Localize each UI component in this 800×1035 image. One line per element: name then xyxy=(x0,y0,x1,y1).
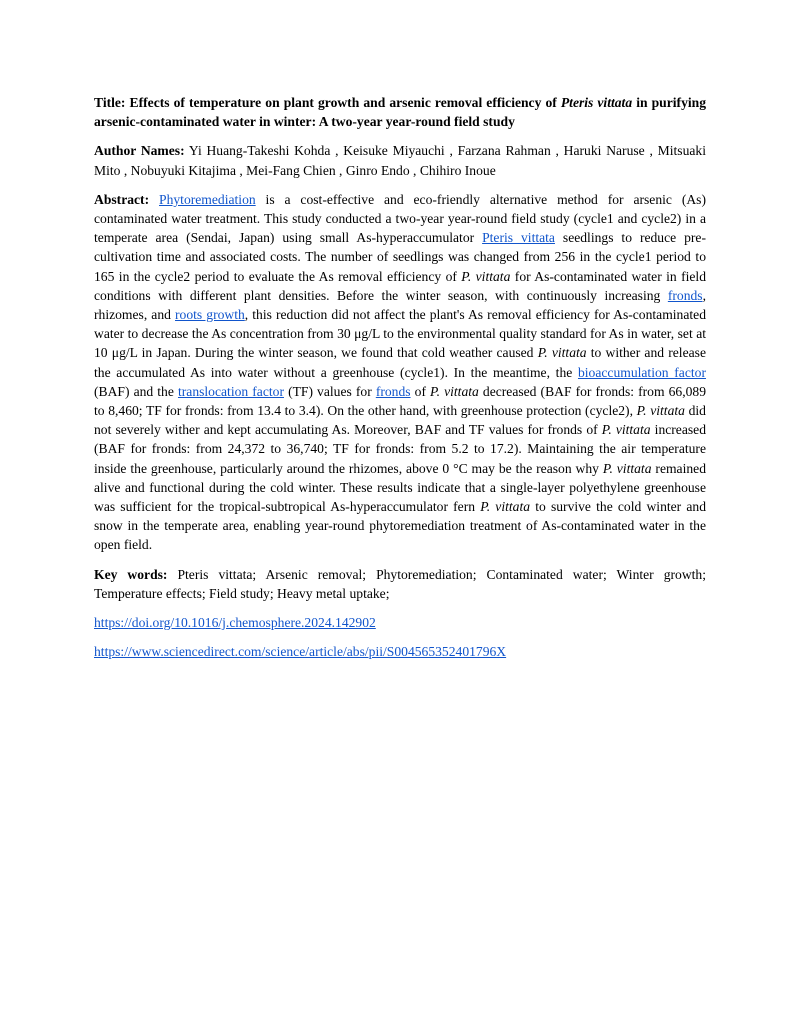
keywords-text: Pteris vittata; Arsenic removal; Phytoremediation; Contaminated water; Winter growth; Temperature effects; Field study; Heavy metal uptake; xyxy=(94,566,707,601)
abstract-text: decreased (BAF for fronds: from 66,089 to 8,460; TF for fronds: from 13.4 to 3.4). On the other hand, with greenhouse protection (cycle2), xyxy=(94,383,707,419)
sciencedirect-link[interactable]: https://www.sciencedirect.com/science/article/abs/pii/S004565352401796X xyxy=(94,644,507,660)
abstract-paragraph xyxy=(94,190,706,555)
keywords-paragraph xyxy=(94,565,706,603)
abstract-text: (TF) values for xyxy=(283,383,376,399)
species-italic: P. vittata xyxy=(461,268,511,284)
translocation-factor-link[interactable]: translocation factor xyxy=(177,383,284,399)
document-page xyxy=(94,93,706,671)
author-names: Yi Huang-Takeshi Kohda , Keisuke Miyauchi , Farzana Rahman , Haruki Naruse , Mitsuaki Mito , Nobuyuki Kitajima , Mei-Fang Chien , Ginro Endo , Chihiro Inoue xyxy=(94,143,706,178)
roots-growth-link[interactable]: roots growth xyxy=(175,307,245,323)
title-label: Title: xyxy=(94,95,126,110)
abstract-text: remained alive and functional during the cold winter. These results indicate that a single-layer polyethylene greenhouse was sufficient for the tropical-subtropical As-hyperaccumulator fern xyxy=(94,460,706,515)
title-text-start: Effects of temperature on plant growth and arsenic removal efficiency of xyxy=(125,95,561,110)
title-text-end: in purifying arsenic-contaminated water in winter: A two-year year-round field study xyxy=(94,95,706,130)
species-italic: P. vittata xyxy=(602,460,652,476)
abstract-text: increased (BAF for fronds: from 24,372 to 36,740; TF for fronds: from 5.2 to 17.2). Maintaining the air temperature inside the greenhouse, particularly around the rhizomes, above 0 °C may be the reason why xyxy=(94,422,706,476)
species-italic: P. vittata xyxy=(430,383,479,399)
title-paragraph xyxy=(94,93,706,131)
bioaccumulation-factor-link[interactable]: bioaccumulation factor xyxy=(577,364,706,380)
species-italic: P. vittata xyxy=(601,422,651,438)
abstract-label: Abstract: xyxy=(94,191,150,207)
abstract-text: seedlings to reduce pre-cultivation time and associated costs. The number of seedlings was changed from 256 in the cycle1 period to 165 in the cycle2 period to evaluate the As removal efficiency of xyxy=(94,230,706,284)
fronds-link[interactable]: fronds xyxy=(667,287,703,303)
abstract-text: for As-contaminated water in field conditions with different plant densities. Before the winter season, with continuously increasing xyxy=(94,268,707,303)
abstract-text: , this reduction did not affect the plant's As removal efficiency for As-contaminated water to decrease the As concentration from 30 μg/L to the environmental quality standard for As in water, set at 10 μg/L in Japan. During the winter season, we found that cold weather caused xyxy=(94,307,706,361)
title-species-name: Pteris vittata xyxy=(560,95,633,110)
abstract-text: , rhizomes, and xyxy=(94,287,706,323)
abstract-text: to survive the cold winter and snow in the temperate area, enabling year-round phytoremediation treatment of As-contaminated water in the open field. xyxy=(94,499,706,553)
abstract-text: of xyxy=(410,383,431,399)
abstract-text: to wither and release the accumulated As into water without a greenhouse (cycle1). In the meantime, the xyxy=(94,345,706,380)
abstract-text xyxy=(149,192,159,207)
species-italic: P. vittata xyxy=(636,403,685,419)
authors-label: Author Names: xyxy=(94,143,185,159)
doi-paragraph xyxy=(94,613,706,632)
sciencedirect-paragraph xyxy=(94,642,706,661)
abstract-text: did not severely wither and kept accumulating As. Moreover, BAF and TF values for fronds of xyxy=(94,403,706,438)
abstract-text: (BAF) and the xyxy=(94,383,178,399)
species-italic: P. vittata xyxy=(480,499,531,515)
abstract-text: is a cost-effective and eco-friendly alternative method for arsenic (As) contaminated water treatment. This study conducted a two-year year-round field study (cycle1 and cycle2) in a temperate area (Sendai, Japan) using small As-hyperaccumulator xyxy=(94,191,706,246)
phytoremediation-link[interactable]: Phytoremediation xyxy=(159,191,256,207)
fronds-link[interactable]: fronds xyxy=(375,383,411,399)
authors-paragraph xyxy=(94,141,706,179)
pteris-vittata-link[interactable]: Pteris vittata xyxy=(482,230,555,246)
keywords-label: Key words: xyxy=(94,566,168,582)
species-italic: P. vittata xyxy=(537,345,587,361)
doi-link[interactable]: https://doi.org/10.1016/j.chemosphere.2024.142902 xyxy=(94,615,376,631)
